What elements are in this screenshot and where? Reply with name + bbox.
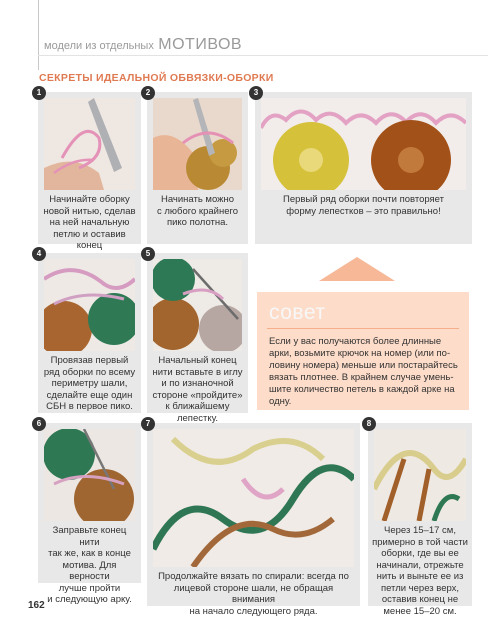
step-6-photo [44,429,135,521]
step-5-panel [145,249,248,424]
header-vertical-rule [38,0,39,70]
tip-divider [267,328,459,329]
step-1-panel [36,88,141,251]
page-number: 162 [28,600,45,611]
step-4-photo [44,259,135,351]
tip-box [257,292,469,410]
tip-arrow [319,257,395,281]
step-7-photo [153,429,354,567]
step-4-panel [36,249,141,413]
section-title: СЕКРЕТЫ ИДЕАЛЬНОЙ ОБВЯЗКИ-ОБОРКИ [39,72,274,84]
step-1-photo [44,98,135,190]
step-3-caption: Первый ряд оборки почти повторяет форму лепестков – это правильно! [282,194,444,217]
step-3-badge: 3 [249,86,263,100]
step-3-panel [253,88,472,244]
step-8-badge: 8 [362,417,376,431]
header-main: МОТИВОВ [158,36,243,53]
step-2-photo [153,98,242,190]
step-2-caption: Начинать можно с любого крайнего пико полотна. [156,194,239,228]
step-1-badge: 1 [32,86,46,100]
step-7-panel [145,419,360,617]
header-prefix: модели из отдельных [44,40,154,52]
step-8-caption: Через 15–17 см, примерно в той части оборки, где вы ее начинали, отрежьте нить и выньте ее из петли через верх, оставив конец не менее 15–20 см. [372,525,468,617]
step-5-caption: Начальный конец нити вставьте в иглу и по изнаночной стороне «пройдите» к ближайшему лепестку. [152,355,243,424]
step-3-photo [261,98,466,190]
tip-text: Если у вас получаются более длинные арки, возьмите крючок на номер (или по- ловину номера) меньше или постарайтесь вязать плотнее. В крайнем случае умень- шите количество петель в каждой арке на одну. [269,336,458,407]
step-4-caption: Провязав первый ряд оборки по всему периметру шали, сделайте еще один СБН в первое пико. [43,355,136,412]
step-6-badge: 6 [32,417,46,431]
header-rule [38,55,488,56]
step-5-photo [153,259,242,351]
step-8-panel [366,419,472,617]
step-7-badge: 7 [141,417,155,431]
step-7-caption: Продолжайте вязать по спирали: всегда по лицевой стороне шали, не обращая внимания на начало следующего ряда. [158,571,349,617]
tip-title: совет [269,301,326,324]
step-1-caption: Начинайте оборку новой нитью, сделав на ней начальную петлю и оставив конец [43,194,136,251]
step-5-badge: 5 [141,247,155,261]
step-2-panel [145,88,248,244]
page-header [44,36,242,54]
step-4-badge: 4 [32,247,46,261]
step-6-panel [36,419,141,605]
step-6-caption: Заправьте конец нити так же, как в конце мотива. Для верности лучше пройти и следующую арку. [47,525,132,605]
step-8-photo [374,429,466,521]
step-2-badge: 2 [141,86,155,100]
